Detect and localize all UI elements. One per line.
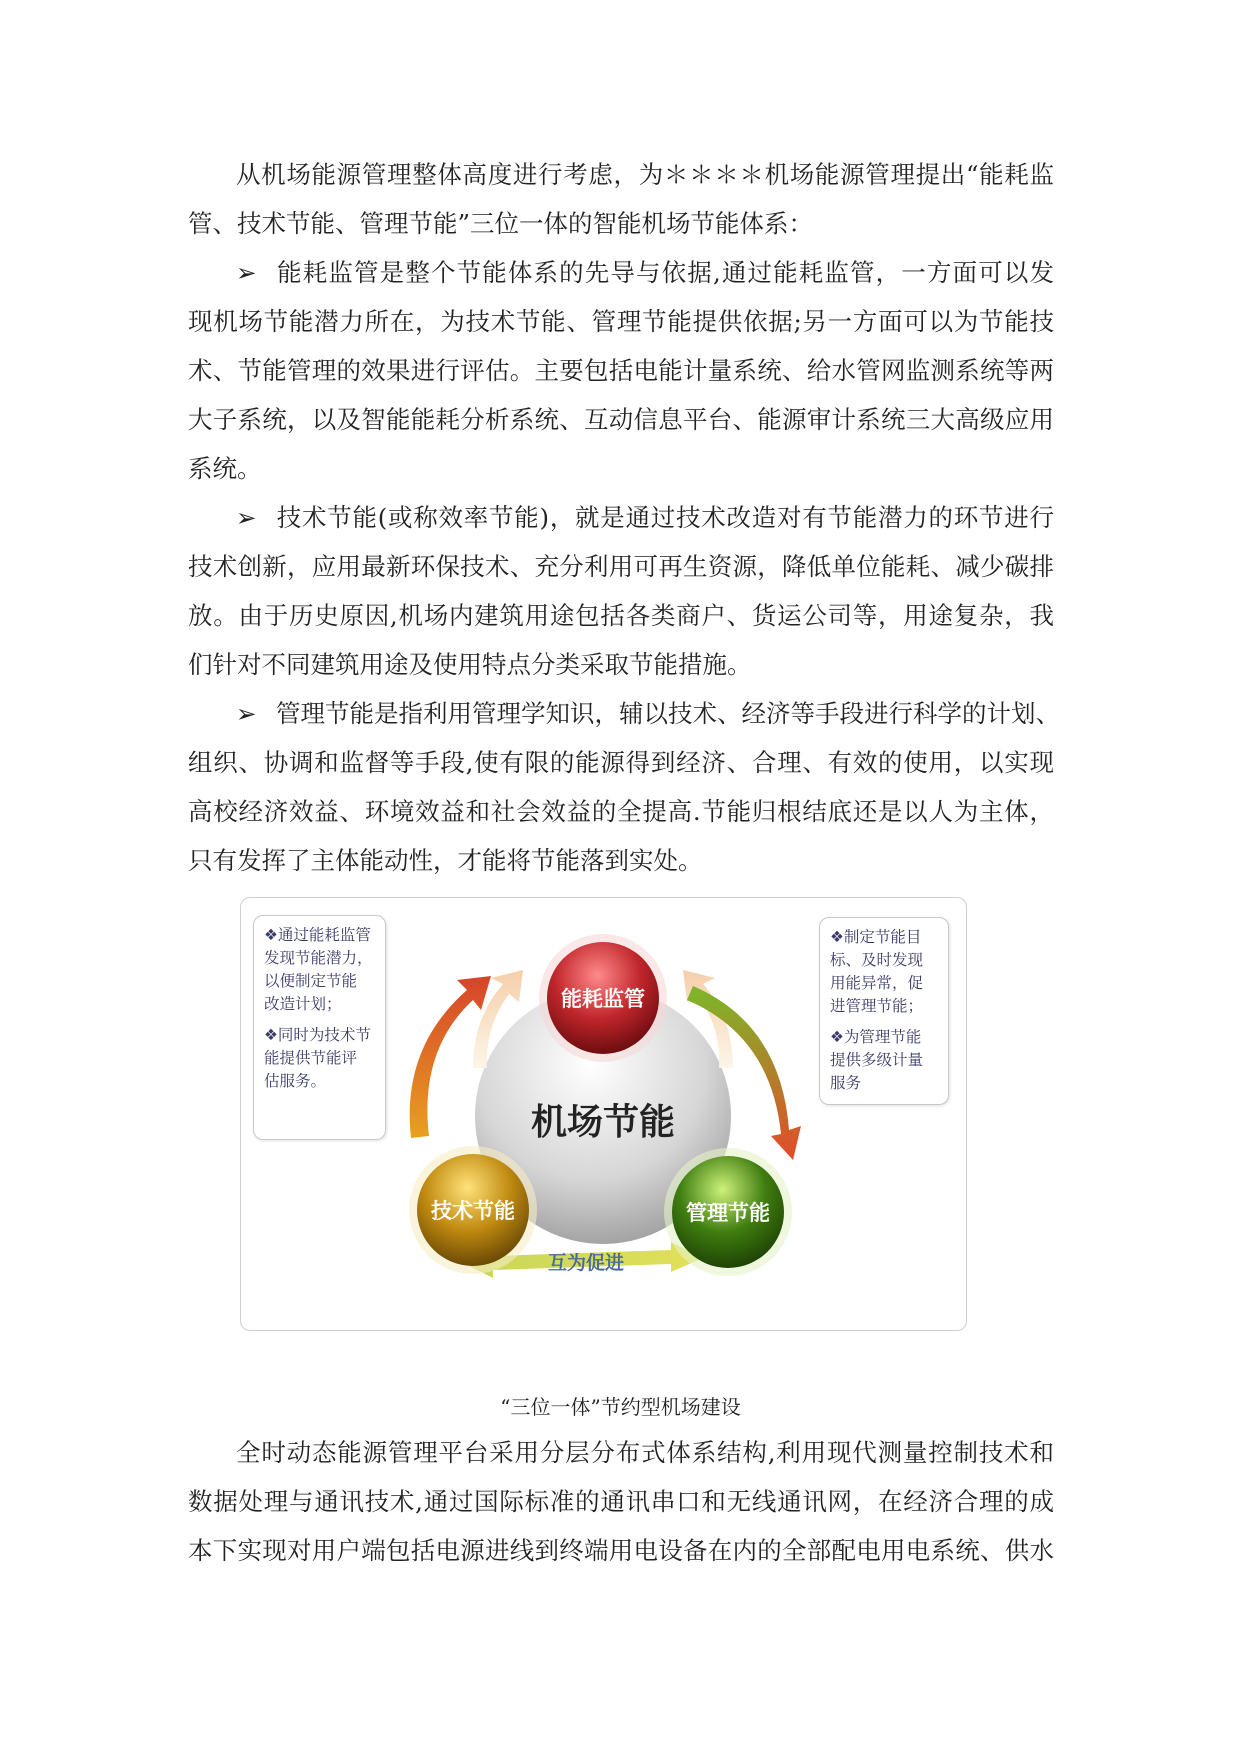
platform-paragraph: [188, 1428, 1054, 1575]
text-line: 技术节能(或称效率节能)，就是通过技术改造对有节能潜力的环节进行: [276, 503, 1054, 532]
top-sphere-label: 能耗监管: [561, 987, 645, 1011]
right-note-2: ❖为管理节能 提供多级计量 服务: [830, 1028, 924, 1092]
text-line: 管、技术节能、管理节能”三位一体的智能机场节能体系：: [188, 209, 814, 238]
text-line: 管理节能是指利用管理学知识，辅以技术、经济等手段进行科学的计划、: [276, 699, 1060, 728]
text-line: 全时动态能源管理平台采用分层分布式体系结构,利用现代测量控制技术和: [236, 1438, 1054, 1467]
text-line: 高校经济效益、环境效益和社会效益的全提高.节能归根结底还是以人为主体，: [188, 797, 1054, 826]
text-line: 技术创新，应用最新环保技术、充分利用可再生资源，降低单位能耗、减少碳排: [188, 552, 1054, 581]
energy-monitoring-paragraph: [188, 248, 1054, 493]
text-line: 现机场节能潜力所在，为技术节能、管理节能提供依据;另一方面可以为节能技: [188, 307, 1054, 336]
text-line: 术、节能管理的效果进行评估。主要包括电能计量系统、给水管网监测系统等两: [188, 356, 1054, 385]
management-saving-paragraph: [188, 689, 1060, 885]
trinity-diagram: [240, 897, 967, 1331]
left-sphere-label: 技术节能: [431, 1199, 515, 1223]
text-line: 系统。: [188, 454, 262, 483]
left-note-box: [253, 915, 386, 1140]
left-note-1: ❖通过能耗监管 发现节能潜力， 以便制定节能 改造计划；: [264, 926, 373, 1013]
right-note-1: ❖制定节能目 标、及时发现 用能异常，促 进管理节能；: [830, 928, 924, 1015]
figure-caption: “三位一体”节约型机场建设: [500, 1395, 741, 1419]
text-line: 数据处理与通讯技术,通过国际标准的通讯串口和无线通讯网，在经济合理的成: [188, 1487, 1054, 1516]
bullet-arrow-icon: ➢: [236, 258, 257, 287]
bullet-arrow-icon: ➢: [236, 503, 257, 532]
text-line: 放。由于历史原因,机场内建筑用途包括各类商户、货运公司等，用途复杂，我: [188, 601, 1054, 630]
text-line: [188, 689, 1060, 738]
right-sphere-label: 管理节能: [686, 1201, 770, 1225]
left-note-2: ❖同时为技术节 能提供节能评 估服务。: [264, 1026, 371, 1090]
text-line: [188, 493, 1054, 542]
bullet-arrow-icon: ➢: [236, 699, 257, 728]
text-line: 能耗监管是整个节能体系的先导与依据,通过能耗监管，一方面可以发: [276, 258, 1054, 287]
text-line: [188, 248, 1054, 297]
technical-saving-paragraph: [188, 493, 1054, 689]
right-note-box: [819, 917, 949, 1105]
text-line: 本下实现对用户端包括电源进线到终端用电设备在内的全部配电用电系统、供水: [188, 1536, 1054, 1565]
intro-paragraph: [188, 150, 1054, 248]
center-label: 机场节能: [530, 1102, 676, 1143]
text-line: 们针对不同建筑用途及使用特点分类采取节能措施。: [188, 650, 752, 679]
bottom-arrow-label: 互为促进: [547, 1252, 625, 1274]
text-line: 只有发挥了主体能动性，才能将节能落到实处。: [188, 846, 703, 875]
text-line: 组织、协调和监督等手段,使有限的能源得到经济、合理、有效的使用，以实现: [188, 748, 1054, 777]
text-line: 从机场能源管理整体高度进行考虑，为＊＊＊＊机场能源管理提出“能耗监: [236, 160, 1054, 189]
text-line: 大子系统，以及智能能耗分析系统、互动信息平台、能源审计系统三大高级应用: [188, 405, 1054, 434]
